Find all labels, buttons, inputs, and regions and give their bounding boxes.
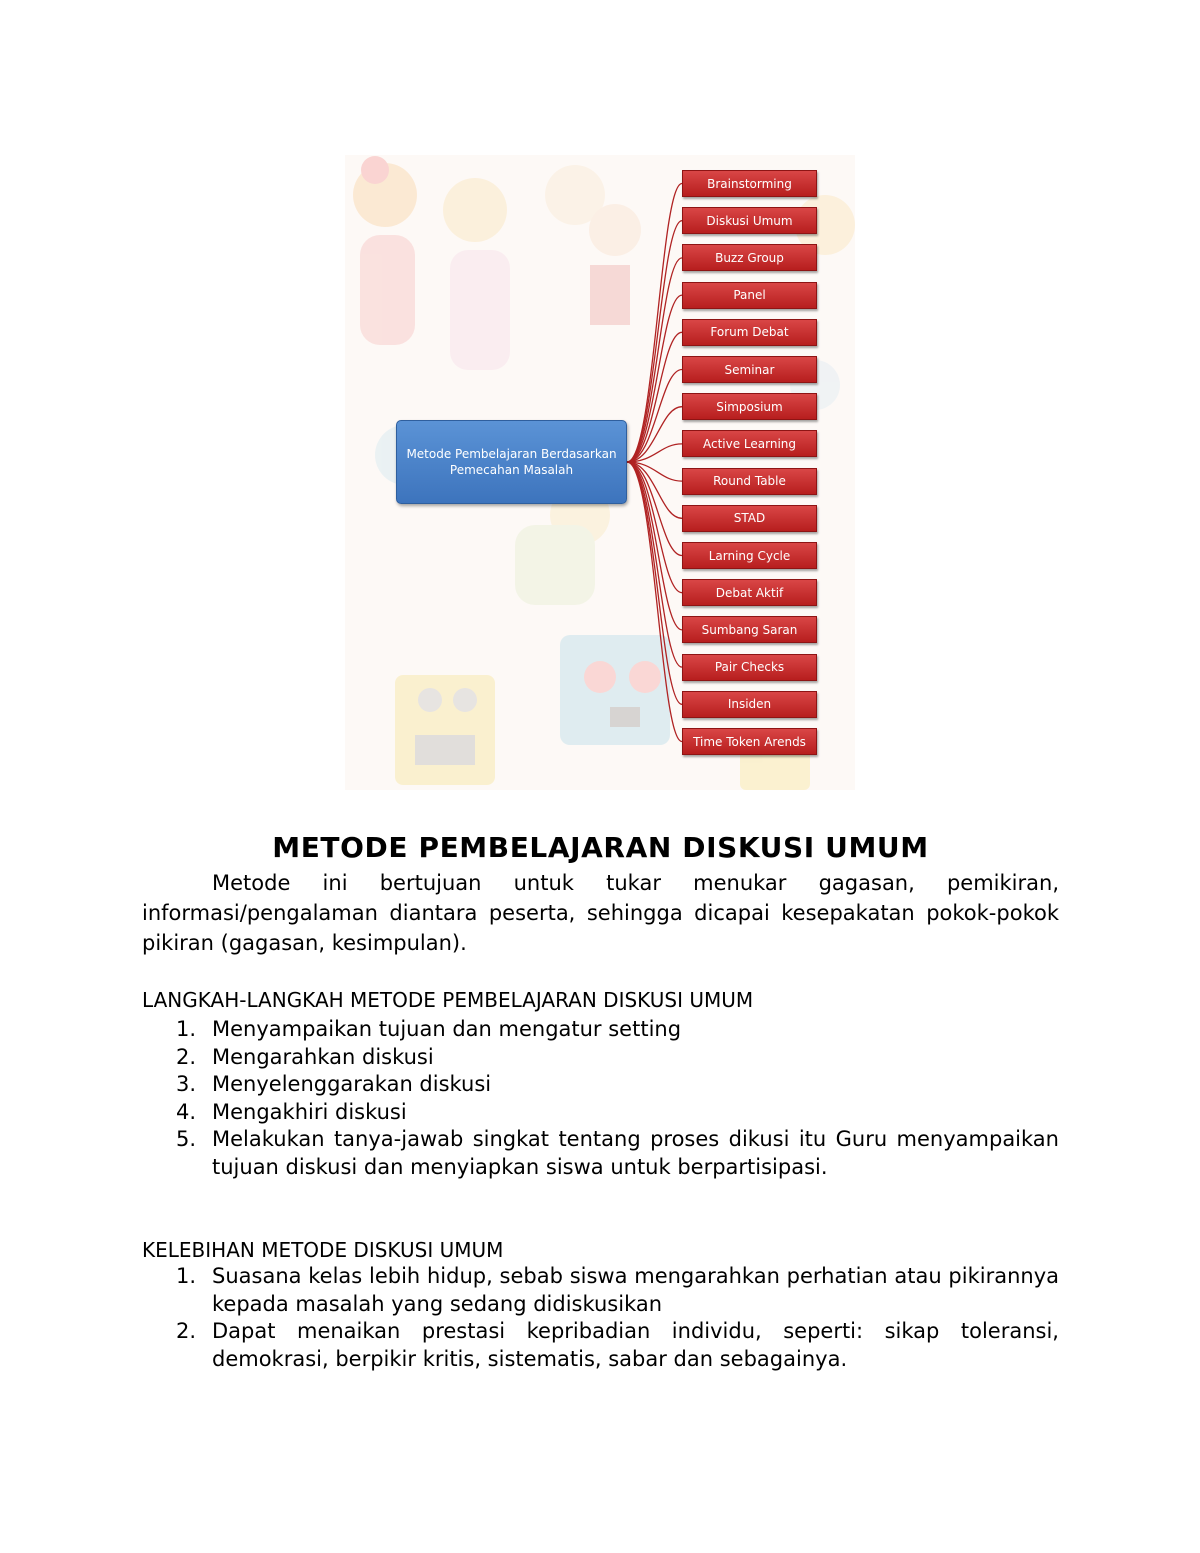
method-node-buzz-group: Buzz Group (682, 244, 817, 271)
method-node-pair-checks: Pair Checks (682, 654, 817, 681)
method-node-time-token-arends: Time Token Arends (682, 728, 817, 755)
advantages-heading: KELEBIHAN METODE DISKUSI UMUM (142, 1238, 504, 1262)
steps-heading: LANGKAH-LANGKAH METODE PEMBELAJARAN DISKUSI UMUM (142, 988, 754, 1012)
method-node-sumbang-saran: Sumbang Saran (682, 616, 817, 643)
method-node-forum-debat: Forum Debat (682, 319, 817, 346)
method-node-larning-cycle: Larning Cycle (682, 542, 817, 569)
connector-line (627, 332, 682, 462)
method-node-debat-aktif: Debat Aktif (682, 579, 817, 606)
connector-line (627, 462, 682, 556)
method-node-round-table: Round Table (682, 468, 817, 495)
method-node-simposium: Simposium (682, 393, 817, 420)
intro-paragraph: Metode ini bertujuan untuk tukar menukar gagasan, pemikiran, informasi/pengalaman diantara peserta, sehingga dicapai kesepakatan pokok-pokok pikiran (gagasan, kesimpulan). (142, 871, 1059, 955)
method-node-brainstorming: Brainstorming (682, 170, 817, 197)
method-node-stad: STAD (682, 505, 817, 532)
mind-map-figure (345, 155, 855, 790)
list-item: 5. Melakukan tanya-jawab singkat tentang proses dikusi itu Guru menyampaikan tujuan diskusi dan menyiapkan siswa untuk berpartisipasi. (176, 1127, 1059, 1179)
list-item: 3. Menyelenggarakan diskusi (176, 1072, 492, 1096)
page-title: METODE PEMBELAJARAN DISKUSI UMUM (272, 831, 929, 864)
center-topic-label: Metode Pembelajaran Berdasarkan Pemecahan Masalah (406, 447, 617, 477)
list-item: 2. Mengarahkan diskusi (176, 1044, 434, 1069)
steps-list (142, 1016, 1059, 1181)
method-node-active-learning: Active Learning (682, 430, 817, 457)
list-item: 1. Menyampaikan tujuan dan mengatur setting (176, 1017, 682, 1041)
connector-line (627, 184, 682, 463)
connector-line (627, 462, 682, 593)
list-item: 2. Dapat menaikan prestasi kepribadian individu, seperti: sikap toleransi, demokrasi, berpikir kritis, sistematis, sabar dan sebagainya. (176, 1319, 1059, 1371)
connector-line (627, 370, 682, 463)
method-node-insiden: Insiden (682, 691, 817, 718)
method-node-diskusi-umum: Diskusi Umum (682, 207, 817, 234)
method-node-seminar: Seminar (682, 356, 817, 383)
center-topic-box (396, 420, 627, 504)
list-item: 4. Mengakhiri diskusi (176, 1099, 407, 1124)
advantages-list (142, 1263, 1059, 1373)
list-item: 1. Suasana kelas lebih hidup, sebab siswa mengarahkan perhatian atau pikirannya kepada masalah yang sedang didiskusikan (176, 1264, 1059, 1316)
method-node-panel: Panel (682, 282, 817, 309)
